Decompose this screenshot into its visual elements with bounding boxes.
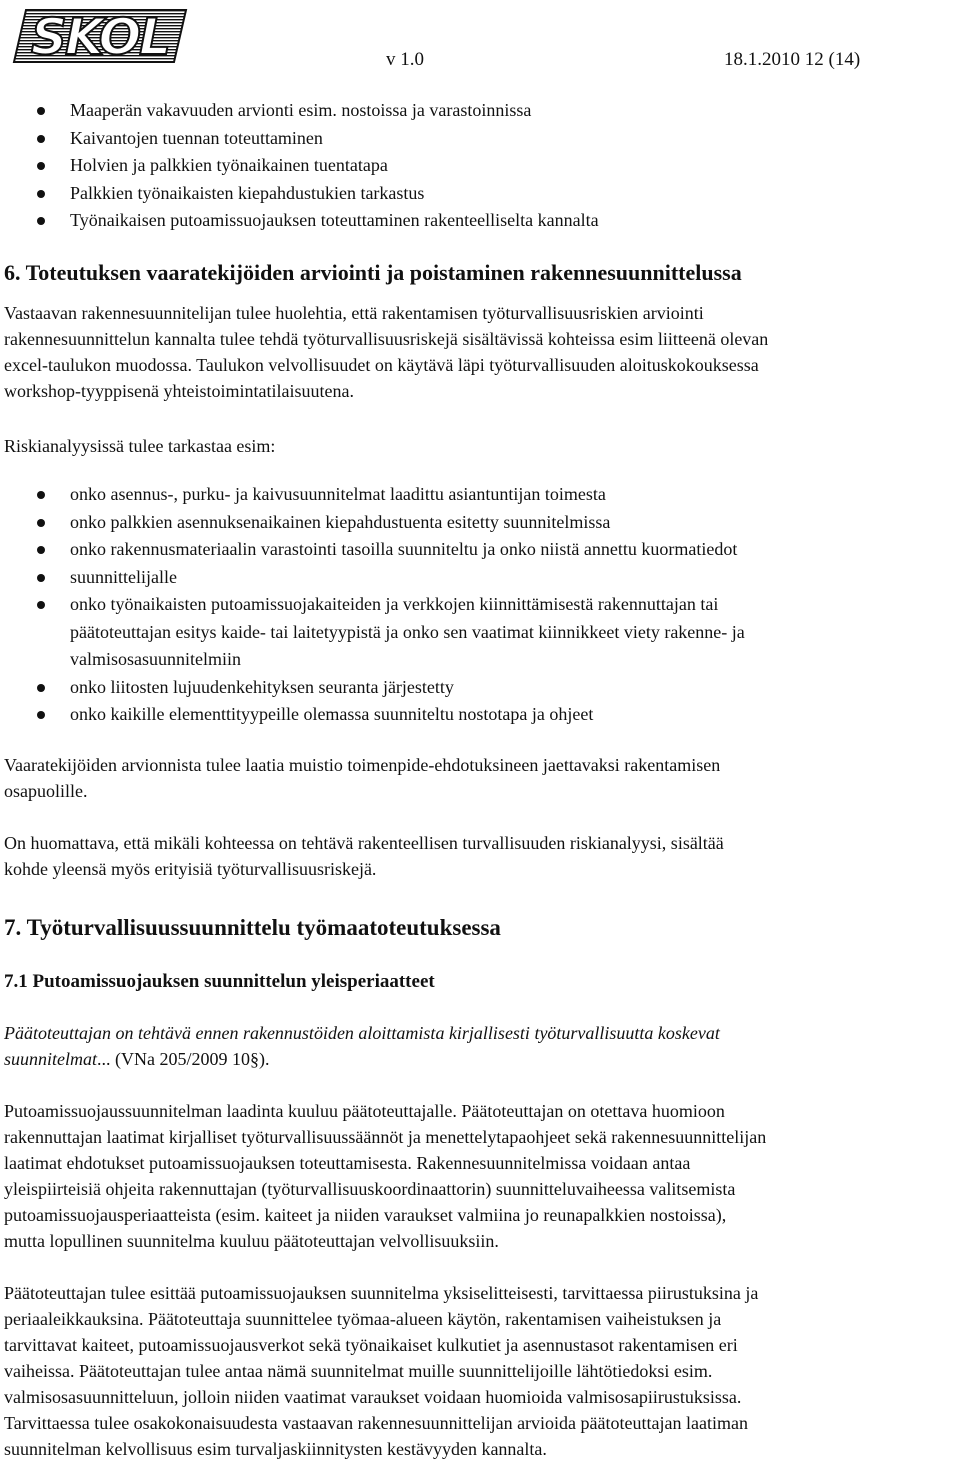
text-line: Päätoteuttajan tulee esittää putoamissuojauksen suunnitelma yksiselitteisesti, tarvittaessa piirustuksina ja: [4, 1283, 759, 1303]
list-item: onko työnaikaisten putoamissuojakaiteiden ja verkkojen kiinnittämisestä rakennuttajan tai: [0, 591, 745, 619]
date-page-label: 18.1.2010 12 (14): [724, 49, 861, 70]
text-line: vaiheissa. Päätoteuttajan tulee antaa nämä suunnitelmat muille suunnittelijoille lähtötiedoksi esim.: [4, 1361, 713, 1381]
text-line: tarvittavat kaiteet, putoamissuojausverkot sekä työnaikaiset kulkutiet ja asennustasot rakentamisen eri: [4, 1335, 738, 1355]
list-item: Holvien ja palkkien työnaikainen tuentatapa: [0, 152, 599, 180]
version-label: v 1.0: [386, 49, 424, 70]
list-item: Maaperän vakavuuden arvionti esim. nostoissa ja varastoinnissa: [0, 97, 599, 125]
text-line: yleispiirteisiä ohjeita rakennuttajan (työturvallisuuskoordinaattorin) suunnitteluvaiheessa valitsemista: [4, 1179, 736, 1199]
text-line: excel-taulukon muodossa. Taulukon velvollisuudet on käytävä läpi työturvallisuuden aloituskokouksessa: [4, 355, 759, 375]
list-item: onko asennus-, purku- ja kaivusuunnitelmat laadittu asiantuntijan toimesta: [0, 481, 745, 509]
text-line: Putoamissuojaussuunnitelman laadinta kuuluu päätoteuttajalle. Päätoteuttajan on otettava huomioon: [4, 1101, 725, 1121]
text-line: workshop-tyyppisenä yhteistoimintatilaisuutena.: [4, 381, 354, 401]
text-line: laatimat ehdotukset putoamissuojauksen toteuttamisesta. Rakennesuunnitelmissa voidaan antaa: [4, 1153, 691, 1173]
list-item: Kaivantojen tuennan toteuttaminen: [0, 125, 599, 153]
section-6-paragraph: [4, 300, 960, 404]
risk-intro: Riskianalyysissä tulee tarkastaa esim:: [4, 436, 276, 456]
section-6-heading: 6. Toteutuksen vaaratekijöiden arviointi ja poistaminen rakennesuunnittelussa: [4, 260, 742, 285]
section-6-paragraph-2: [4, 752, 960, 804]
list-item: Palkkien työnaikaisten kiepahdustukien tarkastus: [0, 180, 599, 208]
regulation-quote: [4, 1020, 960, 1072]
list-item: suunnittelijalle: [0, 564, 745, 592]
text-line: rakennuttajan laatimat kirjalliset työturvallisuussäännöt ja menettelytapaohjeet sekä rakennesuunnittelijan: [4, 1127, 767, 1147]
text-line: Päätoteuttajan on tehtävä ennen rakennustöiden aloittamista kirjallisesti työturvallisuutta koskevat: [4, 1023, 720, 1043]
text-line: Vastaavan rakennesuunnitelijan tulee huolehtia, että rakentamisen työturvallisuusriskien arviointi: [4, 303, 704, 323]
svg-text:SKOL: SKOL: [31, 8, 169, 66]
text-line: suunnitelmat... (VNa 205/2009 10§).: [4, 1049, 270, 1069]
bullet-list-1: [0, 97, 599, 235]
section-7-paragraph-2: [4, 1280, 960, 1462]
text-line: periaaleikkauksina. Päätoteuttaja suunnittelee työmaa-alueen käytön, rakentamisen vaiheistuksen ja: [4, 1309, 722, 1329]
text-line: On huomattava, että mikäli kohteessa on tehtävä rakenteellisen turvallisuuden riskianalyysi, sisältää: [4, 833, 724, 853]
section-6-paragraph-3: [4, 830, 960, 882]
section-7-paragraph-1: [4, 1098, 960, 1254]
list-item: onko kaikille elementtityypeille olemassa suunniteltu nostotapa ja ohjeet: [0, 701, 745, 729]
text-line: mutta lopullinen suunnitelma kuuluu päätoteuttajan velvollisuuksiin.: [4, 1231, 499, 1251]
list-item: Työnaikaisen putoamissuojauksen toteuttaminen rakenteelliselta kannalta: [0, 207, 599, 235]
section-7-heading: 7. Työturvallisuussuunnittelu työmaatoteutuksessa: [4, 915, 501, 940]
section-7-1-heading: 7.1 Putoamissuojauksen suunnittelun yleisperiaatteet: [4, 971, 435, 992]
list-item: onko liitosten lujuudenkehityksen seuranta järjestetty: [0, 674, 745, 702]
list-item: onko palkkien asennuksenaikainen kiepahdustuenta esitetty suunnitelmissa: [0, 509, 745, 537]
risk-list: [0, 481, 745, 729]
list-item-continuation: päätoteuttajan esitys kaide- tai laitetyypistä ja onko sen vaatimat kiinnikkeet viety rakenne- ja: [70, 621, 745, 642]
text-line: suunnitelman kelvollisuus esim turvaljaskiinnitysten kestävyyden kannalta.: [4, 1439, 547, 1459]
text-line: Tarvittaessa tulee osakokonaisuudesta vastaavan rakennesuunnittelijan arvioida päätoteuttajan laatiman: [4, 1413, 748, 1433]
text-line: kohde yleensä myös erityisiä työturvallisuusriskejä.: [4, 859, 377, 879]
list-item-continuation: valmisosasuunnitelmiin: [70, 649, 241, 669]
text-line: rakennesuunnittelun kannalta tulee tehdä työturvallisuusriskejä sisältävissä kohteissa esim liitteenä olevan: [4, 329, 769, 349]
text-line: Vaaratekijöiden arvionnista tulee laatia muistio toimenpide-ehdotuksineen jaettavaksi rakentamisen: [4, 755, 721, 775]
list-item: onko rakennusmateriaalin varastointi tasoilla suunniteltu ja onko niistä annettu kuormatiedot: [0, 536, 745, 564]
text-line: osapuolille.: [4, 781, 88, 801]
text-line: valmisosasuunnitteluun, jolloin niiden vaatimat varaukset voidaan huomioida valmisosapiirustuksissa.: [4, 1387, 742, 1407]
text-line: putoamissuojausperiaatteista (esim. kaiteet ja niiden varaukset valmiina jo reunapalkkien nostoissa),: [4, 1205, 727, 1225]
skol-logo: [10, 4, 190, 66]
